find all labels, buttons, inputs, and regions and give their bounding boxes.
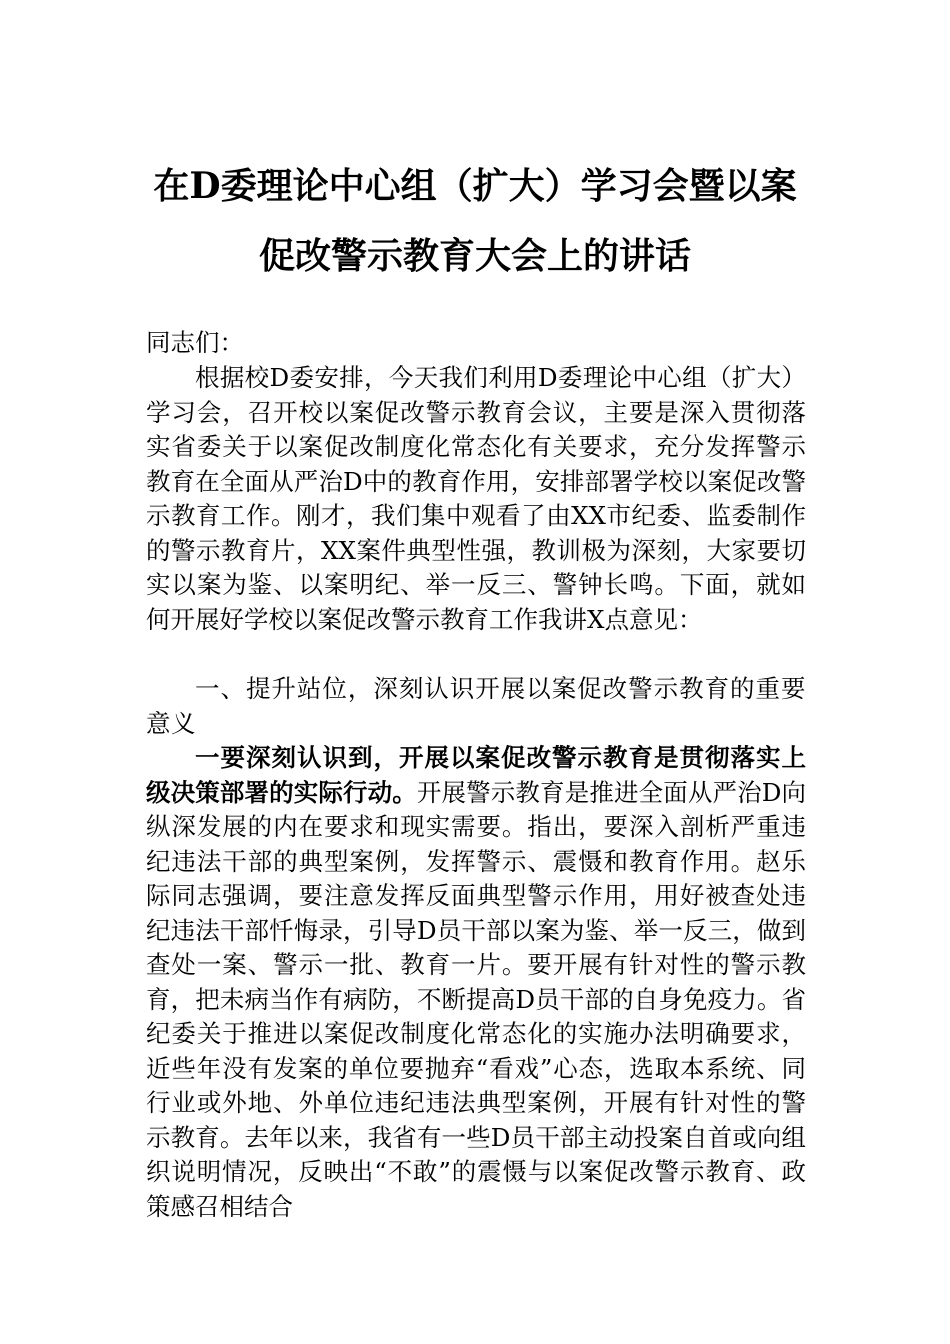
paragraph-section1-point1 xyxy=(146,741,806,1224)
section-heading-1: 一、提升站位，深刻认识开展以案促改警示教育的重要意义 xyxy=(146,674,806,738)
document-title-line2: 促改警示教育大会上的讲话 xyxy=(258,235,691,277)
salutation: 同志们： xyxy=(146,328,244,357)
paragraph-body-text: 开展警示教育是推进全面从严治D向纵深发展的内在要求和现实需要。指出，要深入剖析严重违纪违法干部的典型案例，发挥警示、震慑和教育作用。赵乐际同志强调，要注意发挥反面典型警示作用，用好被查处违纪违法干部忏悔录，引导D员干部以案为鉴、举一反三，做到查处一案、警示一批、教育一片。要开展有针对性的警示教育，把未病当作有病防，不断提高D员干部的自身免疫力。省纪委关于推进以案促改制度化常态化的实施办法明确要求，近些年没有发案的单位要抛弃“看戏”心态，选取本系统、同行业或外地、外单位违纪违法典型案例，开展有针对性的警示教育。去年以来，我省有一些D员干部主动投案自首或向组织说明情况，反映出“不敢”的震慑与以案促改警示教育、政策感召相结合 xyxy=(146,777,806,1221)
paragraph-lead-sentence: 一要深刻认识到，开展以案促改警示教育是贯彻落实上级决策部署的实际行动。 xyxy=(146,743,806,807)
paragraph-intro: 根据校D委安排，今天我们利用D委理论中心组（扩大）学习会，召开校以案促改警示教育会议，主要是深入贯彻落实省委关于以案促改制度化常态化有关要求，充分发挥警示教育在全面从严治D中的教育作用，安排部署学校以案促改警示教育工作。刚才，我们集中观看了由XX市纪委、监委制作的警示教育片，XX案件典型性强，教训极为深刻，大家要切实以案为鉴、以案明纪、举一反三、警钟长鸣。下面，就如何开展好学校以案促改警示教育工作我讲X点意见： xyxy=(146,363,806,634)
document-title-line1: 在D委理论中心组（扩大）学习会暨以案 xyxy=(153,165,797,207)
